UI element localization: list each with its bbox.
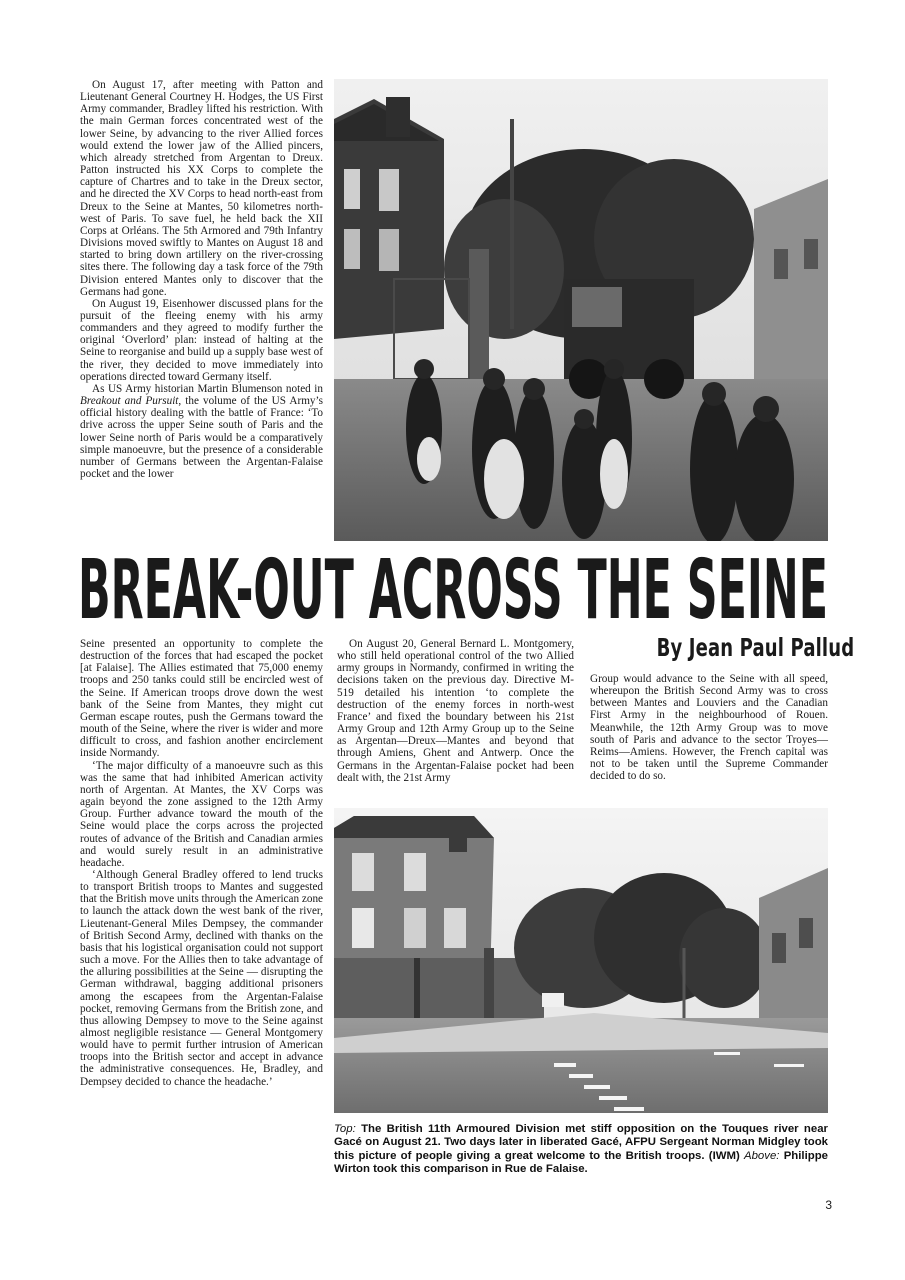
article-column-1 (80, 638, 323, 1088)
body-paragraph: ‘The major difficulty of a manoeuvre such as this was the same that had inhibited American activity north of Argentan. At Mantes, the XV Corps was again beyond the zone assigned to the 12th Army Group. Further advance toward the mouth of the Seine would place the corps across the projected routes of advance of the British and Canadian armies and would surely result in an administrative headache. (80, 759, 323, 869)
photo-liberation-crowd-image (334, 79, 828, 541)
photo-rue-de-falaise (334, 808, 828, 1113)
body-paragraph (80, 383, 323, 480)
caption-top-label: Top: (334, 1123, 356, 1135)
body-paragraph: ‘Although General Bradley offered to lend trucks to transport British troops to Mantes and suggested that the British move units through the American zone to launch the attack down the west bank of the river, Lieutenant-General Miles Dempsey, the commander of British Second Army, declined with thanks on the basis that his logistical organisation could not support such a move. For the Allies then to take advantage of the alluring possibilities at the Seine — disrupting the German withdrawal, bagging additional prisoners among the escapees from the Argentan-Falaise pocket, removing Germans from the British zone, and thus allowing Dempsey to move to the Seine against almost negligible resistance — General Montgomery would have to permit further intrusion of American troops into the British sector and accept in advance the administrative consequences. He, Bradley, and Dempsey decided to chance the headache.’ (80, 868, 323, 1088)
body-paragraph: Seine presented an opportunity to complete the destruction of the forces that had escaped the pocket [at Falaise]. The Allies estimated that 75,000 enemy troops and 250 tanks could still be encircled west of the Seine. If American troops drove down the west bank of the Seine from Mantes, they might cut German escape routes, push the Germans toward the mouth of the Seine, where the river is wider and more difficult to cross, and fashion another encirclement inside Normandy. (80, 638, 323, 760)
body-paragraph: Group would advance to the Seine with all speed, whereupon the British Second Army was to cross between Mantes and Louviers and the Canadian First Army in the neighbourhood of Rouen. Meanwhile, the 12th Army Group was to move south of Paris and advance to the sector Troyes—Reims—Amiens. However, the French capital was not to be taken until the Supreme Commander decided to do so. (590, 673, 828, 783)
body-paragraph: On August 17, after meeting with Patton and Lieutenant General Courtney H. Hodges, the US First Army commander, Bradley lifted his restriction. With the main German forces concentrated west of the lower Seine, by advancing to the river Allied forces would extend the lower jaw of the Allied pincers, which already stretched from Argentan to Dreux. Patton instructed his XX Corps to complete the capture of Chartres and to take in the Dreux sector, and he directed the XV Corps to head north-east from Dreux to the Seine at Mantes, 50 kilometres north-west of Paris. To save fuel, he held back the XII Corps at Orléans. The 5th Armored and 79th Infantry Divisions moved swiftly to Mantes on August 18 and started to bring down artillery on the river-crossing sites there. The following day a task force of the 79th Division entered Mantes only to discover that the Germans had gone. (80, 79, 323, 298)
headline-svg (78, 548, 830, 628)
page-number: 3 (825, 1198, 832, 1212)
body-paragraph: On August 20, General Bernard L. Montgomery, who still held operational control of the two Allied army groups in Normandy, confirmed in writing the decisions taken on the previous day. Directive M-519 detailed his intention ‘to complete the destruction of the enemy forces in north-west France’ and fixed the boundary between his 21st Army Group and 12th Army Group up to the Seine as Argentan—Dreux—Mantes and beyond that through Amiens, Ghent and Antwerp. Once the Germans in the Argentan-Falaise pocket had been dealt with, the 21st Army (337, 638, 574, 784)
caption-above-label: Above: (744, 1149, 780, 1162)
author-byline: By Jean Paul Pallud (656, 633, 855, 662)
caption-above-text: Philippe Wirton took this comparison in Rue de Falaise. (334, 1149, 828, 1176)
article-column-2 (337, 638, 574, 784)
photo-rue-de-falaise-image (334, 808, 828, 1113)
body-paragraph: On August 19, Eisenhower discussed plans for the pursuit of the fleeing enemy with his army commanders and they agreed to modify further the original ‘Overlord’ plan: instead of halting at the Seine to reorganise and build up a supply base west of the river, they decided to move immediately into operations directed toward Germany itself. (80, 297, 323, 383)
caption-top-text: The British 11th Armoured Division met stiff opposition on the Touques river near Gacé on August 21. Two days later in liberated Gacé, AFPU Sergeant Norman Midgley took this picture of people giving a great welcome to the British troops. (IWM) (334, 1123, 828, 1162)
photo-liberation-crowd (334, 79, 828, 541)
book-title: Breakout and Pursuit (80, 395, 179, 408)
headline-text: BREAK-OUT ACROSS THE SEINE (78, 548, 828, 628)
article-column-3 (590, 673, 828, 782)
article-headline (78, 548, 830, 628)
body-text: , the volume of the US Army’s official history dealing with the battle of France: ‘To drive across the upper Seine south of Paris and the lower Seine north of Paris would be a comparatively simple manoeuvre, but the presence of a considerable number of Germans between the Argentan-Falaise pocket and the lower (80, 395, 323, 480)
article-intro-column (80, 79, 323, 480)
body-text: As US Army historian Martin Blumenson noted in (92, 382, 323, 395)
photo-caption (334, 1123, 828, 1177)
